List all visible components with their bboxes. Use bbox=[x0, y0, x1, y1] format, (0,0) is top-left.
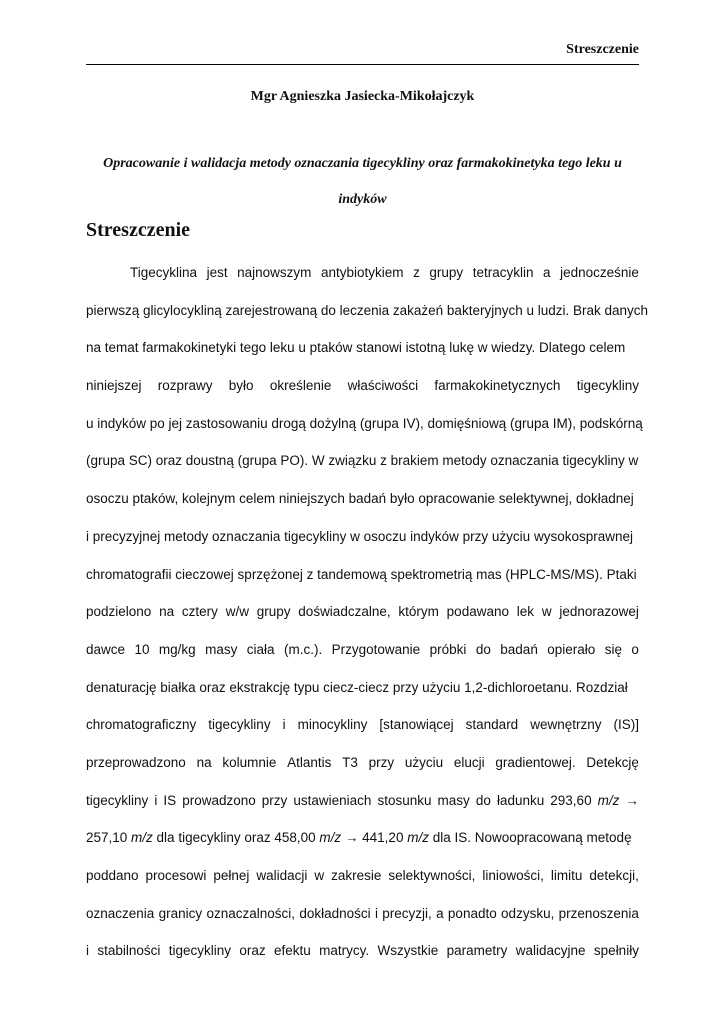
line-word: Przygotowanie bbox=[331, 641, 421, 657]
line-word: Detekcję bbox=[586, 754, 639, 770]
line-word: ponadto bbox=[447, 905, 497, 921]
line-word: przeprowadzono bbox=[86, 754, 186, 770]
line-word: a bbox=[436, 905, 444, 921]
line-word: ładunku bbox=[496, 792, 545, 808]
line-word: jest bbox=[206, 265, 228, 280]
line-word: cztery bbox=[181, 604, 218, 620]
line-word: z bbox=[413, 265, 420, 280]
line-word: użyciu bbox=[404, 754, 444, 770]
paragraph-line bbox=[86, 744, 639, 782]
line-word: podzielono bbox=[86, 604, 152, 620]
line-word: na bbox=[159, 604, 175, 620]
paragraph-line bbox=[86, 556, 639, 594]
line-word: i bbox=[282, 717, 286, 733]
line-word: stosunku bbox=[377, 792, 432, 808]
line-text: chromatografii cieczowej sprzężonej z tandemową spektrometrią mas (HPLC-MS/MS). Ptaki bbox=[86, 566, 637, 582]
line-word: najnowszym bbox=[237, 265, 312, 280]
line-word: selektywności, bbox=[388, 868, 476, 883]
line-word: stabilności bbox=[97, 943, 161, 959]
line-word: przy bbox=[261, 792, 288, 808]
line-word: badań bbox=[500, 641, 538, 657]
line-word: podawano bbox=[446, 604, 509, 620]
paragraph-line bbox=[86, 895, 639, 933]
paragraph-line bbox=[86, 442, 639, 480]
line-word: którym bbox=[398, 604, 439, 620]
line-word: ustawieniach bbox=[293, 792, 372, 808]
line-word: masy bbox=[205, 641, 238, 657]
line-text: denaturację białka oraz ekstrakcję typu ciecz-ciecz przy użyciu 1,2-dichloroetanu. Rozdział bbox=[86, 679, 628, 695]
paragraph-line bbox=[86, 857, 639, 895]
paragraph-line bbox=[86, 292, 649, 330]
paragraph-line bbox=[86, 706, 639, 744]
line-word: oraz bbox=[239, 943, 266, 959]
line-word: było bbox=[228, 378, 254, 394]
line-word: parametry bbox=[446, 943, 508, 959]
line-word: niniejszej bbox=[86, 378, 142, 394]
line-word: → bbox=[625, 792, 639, 808]
line-word: opierało bbox=[547, 641, 596, 657]
line-word: precyzji, bbox=[382, 905, 432, 921]
line-word: tigecykliny bbox=[86, 792, 149, 808]
line-word: oznaczenia bbox=[86, 905, 155, 921]
line-word: jednorazowej bbox=[559, 604, 639, 620]
paragraph-line bbox=[86, 480, 639, 518]
line-word: [stanowiącej bbox=[379, 717, 454, 733]
paragraph-line bbox=[86, 631, 639, 669]
line-text: (grupa SC) oraz doustną (grupa PO). W związku z brakiem metody oznaczania tigecykliny w bbox=[86, 453, 639, 469]
line-word: właściwości bbox=[347, 378, 419, 394]
line-word: ciała bbox=[246, 641, 275, 657]
paragraph-line bbox=[86, 819, 639, 857]
line-word: dawce bbox=[86, 641, 126, 657]
line-word: mg/kg bbox=[158, 641, 196, 657]
line-word: minocykliny bbox=[297, 717, 368, 733]
running-header: Streszczenie bbox=[566, 42, 639, 57]
line-word: (m.c.). bbox=[283, 641, 323, 657]
line-word: Tigecyklina bbox=[130, 265, 198, 280]
line-word: 293,60 bbox=[550, 792, 592, 808]
thesis-title bbox=[86, 146, 639, 218]
line-word: grupy bbox=[256, 604, 291, 620]
line-word: oznaczalności, bbox=[206, 905, 296, 921]
line-word: próbki bbox=[429, 641, 467, 657]
line-word: elucji bbox=[453, 754, 485, 770]
line-word: standard bbox=[465, 717, 519, 733]
line-word: i bbox=[374, 905, 378, 921]
line-word: i bbox=[86, 943, 89, 959]
paragraph-line bbox=[86, 329, 639, 367]
line-word: tetracyklin bbox=[472, 265, 534, 280]
line-word: kolumnie bbox=[222, 754, 277, 770]
paragraph-line bbox=[86, 367, 639, 405]
section-heading: Streszczenie bbox=[86, 219, 191, 241]
line-word: chromatograficzny bbox=[86, 717, 197, 733]
line-word: odzysku, bbox=[501, 905, 555, 921]
line-word: o bbox=[631, 641, 639, 657]
line-word: poddano bbox=[86, 868, 139, 883]
line-word: a bbox=[543, 265, 551, 280]
line-word: do bbox=[475, 641, 491, 657]
line-word: m/z bbox=[597, 792, 620, 808]
paragraph-line bbox=[86, 405, 643, 443]
line-word: matrycy. bbox=[319, 943, 370, 959]
line-word: liniowości, bbox=[482, 868, 544, 883]
line-word: Atlantis bbox=[287, 754, 332, 770]
line-word: pełnej bbox=[213, 868, 250, 883]
line-word: Wszystkie bbox=[377, 943, 439, 959]
line-word: określenie bbox=[269, 378, 332, 394]
line-text: na temat farmakokinetyki tego leku u ptaków stanowi istotną lukę w wiedzy. Dlatego celem bbox=[86, 340, 626, 356]
line-word: procesowi bbox=[145, 868, 207, 883]
line-word: tigecykliny bbox=[208, 717, 271, 733]
author-name: Mgr Agnieszka Jasiecka-Mikołajczyk bbox=[250, 89, 475, 104]
line-word: limitu bbox=[550, 868, 583, 883]
line-word: na bbox=[196, 754, 212, 770]
line-word: przenoszenia bbox=[558, 905, 639, 921]
line-text: 257,10 m/z dla tigecykliny oraz 458,00 m/z → 441,20 m/z dla IS. Nowoopracowaną metodę bbox=[86, 830, 632, 846]
line-word: walidacji bbox=[256, 868, 308, 883]
line-word: w bbox=[541, 604, 552, 620]
line-word: prowadzono bbox=[182, 792, 256, 808]
line-text: pierwszą glicylocykliną zarejestrowaną do leczenia zakażeń bakteryjnych u ludzi. Brak danych bbox=[86, 302, 649, 318]
thesis-title-line: Opracowanie i walidacja metody oznaczania tigecykliny oraz farmakokinetyka tego leku u bbox=[103, 156, 622, 171]
line-word: masy bbox=[437, 792, 470, 808]
line-word: gradientowej. bbox=[495, 754, 576, 770]
paragraph-line bbox=[86, 593, 639, 631]
line-text: u indyków po jej zastosowaniu drogą dożylną (grupa IV), domięśniową (grupa IM), podskórną bbox=[86, 415, 643, 431]
thesis-title-line: indyków bbox=[338, 192, 387, 207]
line-word: efektu bbox=[274, 943, 311, 959]
line-word: tigecykliny bbox=[168, 943, 232, 959]
line-word: w bbox=[314, 868, 325, 883]
line-word: antybiotykiem bbox=[320, 265, 404, 280]
abstract-paragraph bbox=[86, 254, 649, 970]
line-word: do bbox=[475, 792, 491, 808]
line-word: dokładności bbox=[299, 905, 371, 921]
paragraph-line bbox=[86, 782, 639, 820]
paragraph-line bbox=[86, 518, 639, 556]
line-word: grupy bbox=[429, 265, 464, 280]
line-word: zakresie bbox=[331, 868, 382, 883]
line-word: w/w bbox=[225, 604, 249, 620]
line-word: granicy bbox=[158, 905, 203, 921]
line-word: rozprawy bbox=[157, 378, 213, 394]
line-word: wewnętrzny bbox=[530, 717, 602, 733]
line-word: (IS)] bbox=[613, 717, 639, 733]
line-word: doświadczalne, bbox=[298, 604, 391, 620]
paragraph-line bbox=[86, 932, 639, 970]
line-word: detekcji, bbox=[589, 868, 639, 883]
line-word: tigecykliny bbox=[576, 378, 639, 394]
paragraph-line bbox=[86, 254, 639, 292]
line-word: spełniły bbox=[593, 943, 639, 959]
line-word: jednocześnie bbox=[560, 265, 639, 280]
line-text: i precyzyjnej metody oznaczania tigecykliny w osoczu indyków przy użyciu wysokosprawnej bbox=[86, 528, 633, 544]
line-word: 10 bbox=[134, 641, 150, 657]
line-word: i bbox=[154, 792, 158, 808]
line-word: się bbox=[604, 641, 622, 657]
paragraph-line bbox=[86, 669, 639, 707]
line-word: T3 bbox=[342, 754, 358, 770]
line-text: osoczu ptaków, kolejnym celem niniejszych badań było opracowanie selektywnej, dokładnej bbox=[86, 491, 634, 507]
line-word: IS bbox=[163, 792, 177, 808]
line-word: walidacyjne bbox=[515, 943, 586, 959]
line-word: przy bbox=[368, 754, 395, 770]
line-word: farmakokinetycznych bbox=[434, 378, 561, 394]
line-word: lek bbox=[516, 604, 535, 620]
header-rule bbox=[86, 64, 639, 65]
